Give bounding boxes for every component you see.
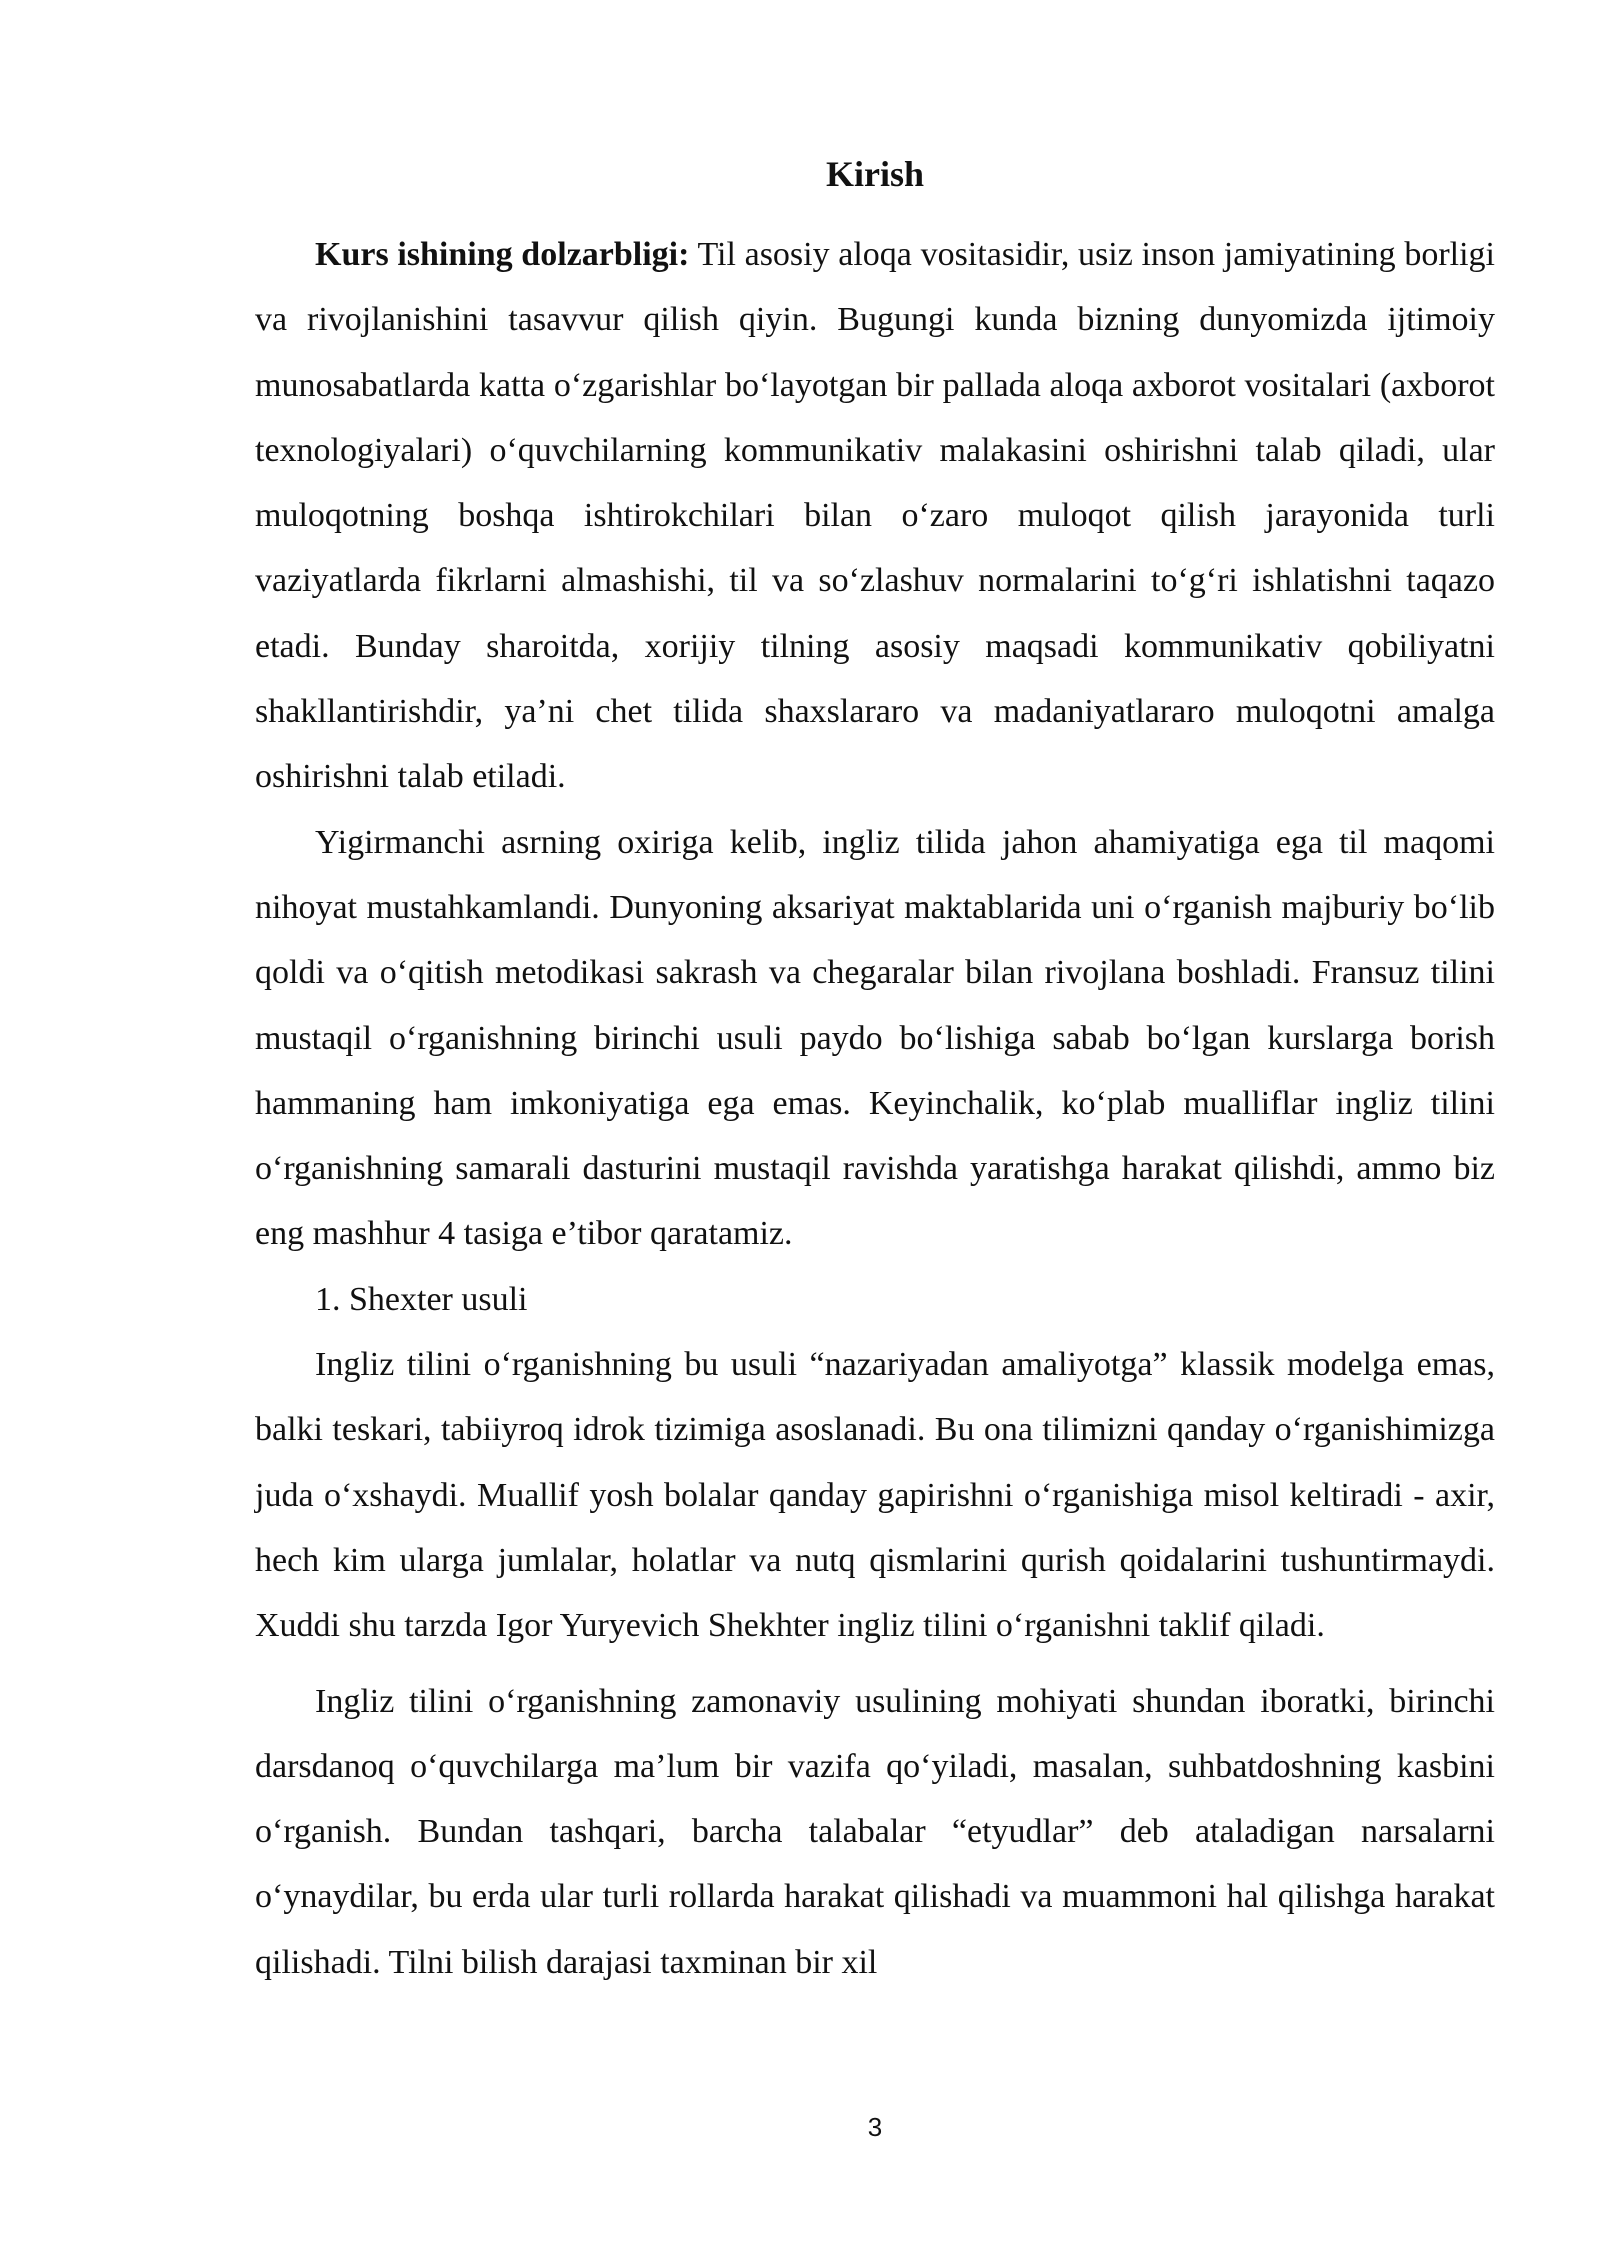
paragraph-relevance <box>255 222 1495 810</box>
paragraph-shexter-method: Ingliz tilini oʻrganishning bu usuli “nazariyadan amaliyotga” klassik modelga emas, balki teskari, tabiiyroq idrok tizimiga asoslanadi. Bu ona tilimizni qanday oʻrganishimizga juda oʻxshaydi. Muallif yosh bolalar qanday gapirishni oʻrganishiga misol keltiradi - axir, hech kim ularga jumlalar, holatlar va nutq qismlarini qurish qoidalarini tushuntirmaydi. Xuddi shu tarzda Igor Yuryevich Shekhter ingliz tilini oʻrganishni taklif qiladi. <box>255 1346 1495 1645</box>
page-number: 3 <box>867 2112 883 2142</box>
section-heading-shexter: 1. Shexter usuli <box>315 1280 528 1318</box>
document-body <box>255 222 1495 1995</box>
paragraph-text: Til asosiy aloqa vositasidir, usiz inson jamiyatining borligi va rivojlanishini tasavvur qilish qiyin. Bugungi kunda bizning dunyomizda ijtimoiy munosabatlarda katta oʻzgarishlar boʻlayotgan bir pallada aloqa axborot vositalari (axborot texnologiyalari) oʻquvchilarning kommunikativ malakasini oshirishni talab qiladi, ular muloqotning boshqa ishtirokchilari bilan oʻzaro muloqot qilish jarayonida turli vaziyatlarda fikrlarni almashishi, til va soʻzlashuv normalarini toʻgʻri ishlatishni taqazo etadi. Bunday sharoitda, xorijiy tilning asosiy maqsadi kommunikativ qobiliyatni shakllantirishdir, ya’ni chet tilida shaxslararo va madaniyatlararo muloqotni amalga oshirishni talab etiladi. <box>255 236 1495 796</box>
paragraph-modern-method: Ingliz tilini oʻrganishning zamonaviy usulining mohiyati shundan iboratki, birinchi darsdanoq oʻquvchilarga ma’lum bir vazifa qoʻyiladi, masalan, suhbatdoshning kasbini oʻrganish. Bundan tashqari, barcha talabalar “etyudlar” deb ataladigan narsalarni oʻynaydilar, bu erda ular turli rollarda harakat qilishadi va muammoni hal qilishga harakat qilishadi. Tilni bilish darajasi taxminan bir xil <box>255 1682 1495 1981</box>
paragraph-lead: Kurs ishining dolzarbligi: <box>315 236 690 273</box>
page-title: Kirish <box>825 154 924 194</box>
paragraph-history: Yigirmanchi asrning oxiriga kelib, ingliz tilida jahon ahamiyatiga ega til maqomi nihoyat mustahkamlandi. Dunyoning aksariyat maktablarida uni oʻrganish majburiy boʻlib qoldi va oʻqitish metodikasi sakrash va chegaralar bilan rivojlana boshladi. Fransuz tilini mustaqil oʻrganishning birinchi usuli paydo boʻlishiga sabab boʻlgan kurslarga borish hammaning ham imkoniyatiga ega emas. Keyinchalik, koʻplab mualliflar ingliz tilini oʻrganishning samarali dasturini mustaqil ravishda yaratishga harakat qilishdi, ammo biz eng mashhur 4 tasiga e’tibor qaratamiz. <box>255 823 1495 1253</box>
document-page <box>255 0 1495 2262</box>
